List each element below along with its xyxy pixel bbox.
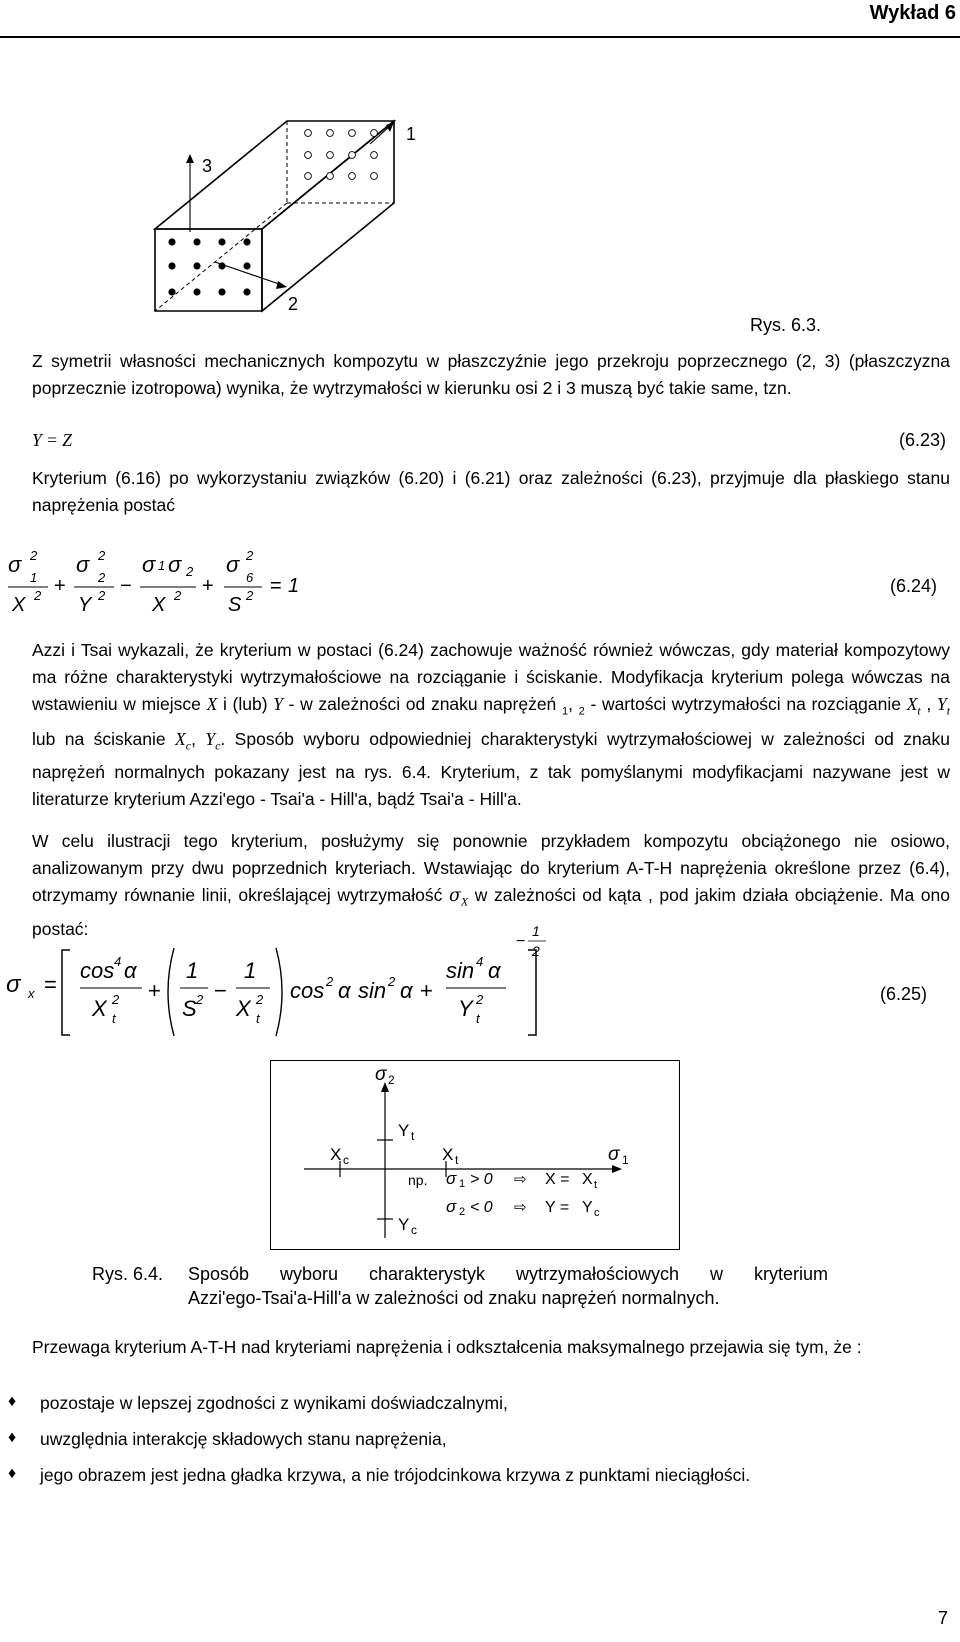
svg-text:+: + [148, 978, 161, 1003]
svg-text:=: = [270, 575, 282, 597]
svg-text:X: X [582, 1171, 593, 1188]
svg-text:2: 2 [246, 548, 254, 563]
svg-text:σ: σ [446, 1169, 457, 1188]
svg-text:2: 2 [388, 974, 396, 989]
svg-text:X: X [92, 996, 107, 1021]
figure-6-4-caption-number: Rys. 6.4. [92, 1264, 164, 1284]
fiber-dots-back [305, 130, 378, 180]
svg-text:α: α [488, 958, 501, 983]
svg-text:sin: sin [446, 958, 475, 983]
svg-text:1: 1 [158, 558, 166, 573]
svg-text:X: X [236, 996, 251, 1021]
svg-text:σ: σ [6, 971, 21, 998]
yt-label: Y [398, 1121, 410, 1140]
svg-text:2: 2 [459, 1206, 466, 1218]
svg-text:2: 2 [532, 943, 540, 959]
bullet-icon: ♦ [8, 1465, 17, 1482]
svg-text:t: t [455, 1153, 459, 1167]
axis-label-1: 1 [406, 124, 417, 144]
yc-label: Y [398, 1215, 410, 1234]
svg-text:α: α [338, 978, 351, 1003]
equation-6-24-number: (6.24) [890, 576, 938, 596]
paragraph-symmetry: Z symetrii własności mechanicznych kompozytu w płaszczyźnie jego przekroju poprzecznego (2, 3) (płaszczyzna poprzecznie izotropowa) wynika, że wytrzymałości w kierunku osi 2 i 3 muszą być takie same, tzn. [32, 351, 950, 398]
svg-text:> 0: > 0 [470, 1171, 493, 1188]
equation-6-25 [0, 920, 960, 1040]
paragraph-illustration: W celu ilustracji tego kryterium, posłużymy się ponownie przykładem kompozytu obciążonego nie osiowo, analizowanym przy dwu poprzednich kryteriach. Wstawiając do kryterium A-T-H naprężenia określone przez (6.4), otrzymamy równanie linii, określającej wytrzymałość $\sigma_X$ w zależności od kąta , pod jakim działa obciążenie. Ma ono postać: [32, 831, 950, 939]
svg-text:⇨: ⇨ [514, 1199, 527, 1216]
svg-text:Y: Y [582, 1199, 593, 1216]
list-item: pozostaje w lepszej zgodności z wynikami doświadczalnymi, [40, 1393, 508, 1413]
svg-text:σ: σ [168, 552, 182, 577]
svg-text:1: 1 [622, 1153, 629, 1167]
sigma1-label: σ [608, 1144, 620, 1165]
svg-text:+: + [54, 575, 66, 597]
svg-text:X: X [12, 594, 26, 616]
svg-text:x: x [28, 986, 35, 1001]
xc-label: X [330, 1145, 342, 1164]
svg-text:α: α [400, 978, 413, 1003]
paragraph-criterion: Kryterium (6.16) po wykorzystaniu związków (6.20) i (6.21) oraz zależności (6.23), przyjmuje dla płaskiego stanu naprężenia postać [32, 468, 950, 515]
header-title: Wykład 6 [869, 2, 956, 24]
svg-text:1: 1 [288, 575, 300, 597]
svg-text:c: c [594, 1207, 600, 1219]
svg-text:4: 4 [114, 954, 122, 969]
svg-text:=: = [44, 972, 57, 997]
svg-text:S: S [182, 996, 197, 1021]
svg-text:Y: Y [78, 594, 92, 616]
svg-text:1: 1 [532, 923, 540, 939]
svg-text:c: c [343, 1153, 349, 1167]
svg-text:2: 2 [112, 992, 120, 1007]
axis-label-3: 3 [202, 156, 213, 176]
svg-text:−: − [214, 978, 227, 1003]
svg-text:c: c [411, 1223, 417, 1237]
svg-text:S: S [228, 594, 242, 616]
equation-6-23: Y = Z [32, 430, 73, 450]
svg-text:⇨: ⇨ [514, 1171, 527, 1188]
equation-6-24 [0, 540, 960, 620]
figure-6-3 [0, 0, 960, 340]
svg-text:Y =: Y = [545, 1199, 570, 1216]
svg-text:4: 4 [476, 954, 484, 969]
svg-text:t: t [594, 1179, 598, 1191]
svg-text:2: 2 [34, 588, 42, 603]
svg-text:σ: σ [8, 552, 22, 577]
block-right-face [262, 121, 394, 311]
page-number: 7 [937, 1608, 948, 1628]
svg-text:2: 2 [186, 564, 194, 579]
figure-6-4-caption-line1: Sposób wyboru charakterystyk wytrzymałościowych w kryterium [188, 1264, 828, 1284]
svg-text:t: t [256, 1011, 260, 1026]
svg-text:cos: cos [290, 978, 325, 1003]
paragraph-azzi-tsai: Azzi i Tsai wykazali, że kryterium w postaci (6.24) zachowuje ważność również wówczas, gdy materiał kompozytowy ma różne charakterystyki wytrzymałościowe na rozciąganie i ściskanie. Modyfikacja kryterium polega wówczas na wstawieniu w miejsce X i (lub) Y - w zależności od znaku naprężeń $_1$, $_2$ - wartości wytrzymałości na rozciąganie $X_t$ , $Y_t$ lub na ściskanie $X_c$, $Y_c$. Sposób wyboru odpowiedniej charakterystyki wytrzymałościowej w zależności od znaku naprężeń normalnych pokazany jest na rys. 6.4. Kryterium, z tak pomyślanymi modyfikacjami nazywane jest w literaturze kryterium Azzi'ego - Tsai'a - Hill'a, bądź Tsai'a - Hill'a. [32, 640, 951, 809]
svg-text:−: − [516, 933, 526, 950]
svg-text:2: 2 [476, 992, 484, 1007]
svg-text:X: X [152, 594, 166, 616]
svg-text:cos: cos [80, 958, 115, 983]
equation-6-23-number: (6.23) [898, 430, 946, 450]
list-item: jego obrazem jest jedna gładka krzywa, a nie trójodcinkowa krzywa z punktami nieciągłości. [40, 1465, 751, 1485]
svg-text:2: 2 [196, 992, 204, 1007]
svg-text:σ: σ [76, 552, 90, 577]
svg-text:+: + [202, 575, 214, 597]
svg-text:σ: σ [142, 552, 156, 577]
svg-text:α: α [124, 958, 137, 983]
svg-text:2: 2 [326, 974, 334, 989]
svg-text:σ: σ [446, 1197, 457, 1216]
svg-text:1: 1 [186, 958, 199, 983]
paragraph-advantages: Przewaga kryterium A-T-H nad kryteriami naprężenia i odkształcenia maksymalnego przejawia się tym, że : [32, 1337, 862, 1357]
figure-6-4-caption-line2: Azzi'ego-Tsai'a-Hill'a w zależności od znaku naprężeń normalnych. [188, 1288, 720, 1308]
svg-text:−: − [120, 575, 132, 597]
svg-text:< 0: < 0 [470, 1199, 493, 1216]
example-label: np. [408, 1172, 428, 1188]
svg-text:1: 1 [244, 958, 257, 983]
svg-text:t: t [476, 1011, 480, 1026]
xt-label: X [442, 1145, 454, 1164]
svg-text:1: 1 [30, 570, 38, 585]
svg-text:2: 2 [174, 588, 182, 603]
equation-6-25-number: (6.25) [880, 984, 928, 1004]
bullet-icon: ♦ [8, 1393, 17, 1410]
svg-text:2: 2 [388, 1073, 395, 1087]
list-item: uwzględnia interakcję składowych stanu naprężenia, [40, 1429, 447, 1449]
svg-text:6: 6 [246, 570, 254, 585]
svg-text:2: 2 [30, 548, 38, 563]
svg-text:sin: sin [358, 978, 387, 1003]
svg-text:2: 2 [98, 548, 106, 563]
svg-text:t: t [411, 1129, 415, 1143]
sigma2-label: σ [375, 1064, 387, 1085]
svg-text:σ: σ [226, 552, 240, 577]
svg-text:X =: X = [545, 1171, 570, 1188]
axis-label-2: 2 [288, 294, 299, 314]
svg-text:Y: Y [458, 996, 473, 1021]
figure-6-3-caption: Rys. 6.3. [750, 315, 822, 335]
svg-text:2: 2 [98, 570, 106, 585]
svg-text:+: + [420, 978, 433, 1003]
figure-6-4 [270, 1060, 680, 1250]
bullet-icon: ♦ [8, 1429, 17, 1446]
svg-text:2: 2 [256, 992, 264, 1007]
svg-text:1: 1 [459, 1178, 466, 1190]
svg-text:t: t [112, 1011, 116, 1026]
svg-text:2: 2 [246, 588, 254, 603]
svg-text:2: 2 [98, 588, 106, 603]
